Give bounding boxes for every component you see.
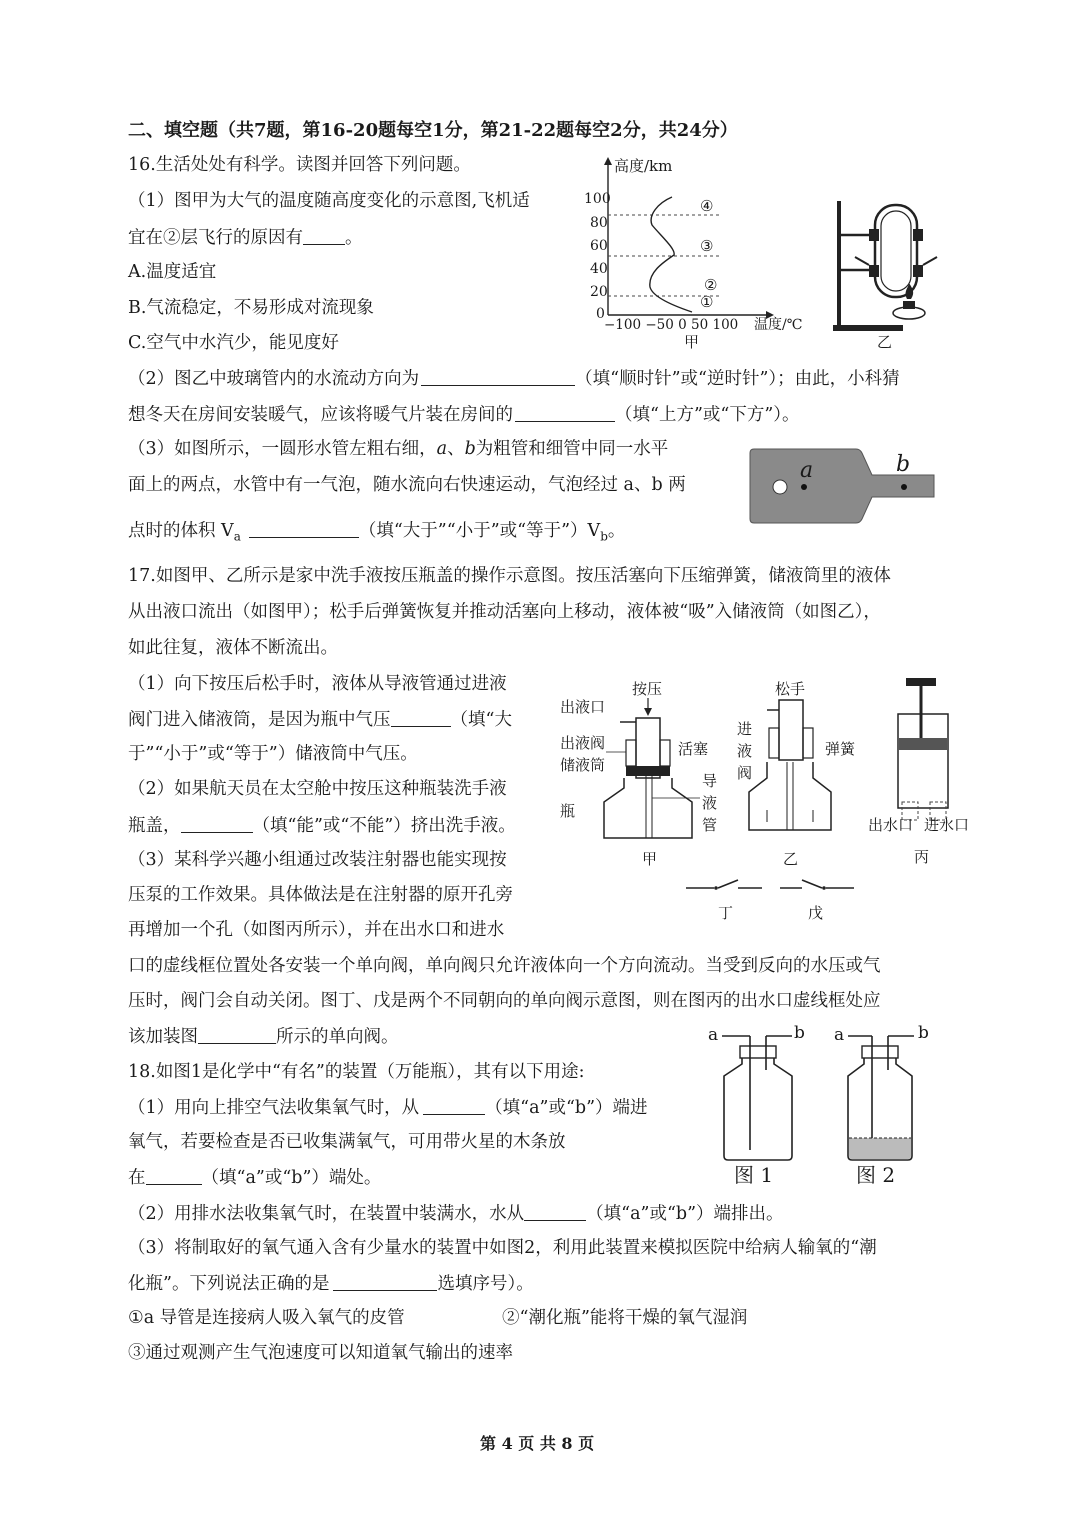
q17-fig-jia	[560, 678, 730, 868]
jia-press-label: 按压	[632, 680, 663, 698]
q16-option-a: A.温度适宜	[128, 262, 217, 282]
jia-tube-label-2: 液	[702, 794, 718, 812]
q16-p2-blank2[interactable]	[515, 406, 615, 422]
q16-p2-line1	[128, 370, 900, 389]
yi-bottle	[749, 762, 831, 830]
jia-tube-label-1: 导	[702, 772, 718, 790]
wu-hinge	[822, 886, 826, 890]
q17-stem-line1: 17.如图甲、乙所示是家中洗手液按压瓶盖的操作示意图。按压活塞向下压缩弹簧，储液筒里的液体	[128, 566, 891, 586]
q16-p3-line1	[128, 441, 668, 459]
q17-p1-text1: 阀门进入储液筒，是因为瓶中气压	[128, 710, 391, 730]
q18-p2-text1: （2）用排水法收集氧气时，在装置中装满水，水从	[128, 1204, 525, 1224]
clamp-jaw-3	[913, 229, 923, 241]
q17-p1-line3: 于”“小于”或“等于”）储液筒中气压。	[128, 744, 418, 764]
jia-layer-3: ③	[700, 237, 714, 255]
q18-p1-blank1[interactable]	[423, 1099, 485, 1115]
glass-loop-inner	[881, 211, 911, 291]
jia-outlet-label: 出液口	[560, 698, 606, 716]
q17-stem-line3: 如此往复，液体不断流出。	[128, 638, 338, 658]
section-header: 二、填空题（共7题，第16-20题每空1分，第21-22题每空2分，共24分）	[128, 120, 738, 141]
q16-p2-text4: （填“上方”或“下方”）。	[615, 405, 800, 425]
clamp-jaw-1	[869, 229, 879, 241]
fig1-port-a: a	[708, 1025, 719, 1045]
syringe-handle	[906, 678, 936, 686]
q16-option-c: C.空气中水汽少，能见度好	[128, 333, 339, 353]
jia-temperature-curve	[650, 197, 692, 312]
jia-y-arrow	[604, 157, 612, 165]
q18-stem: 18.如图1是化学中“有名”的装置（万能瓶），其有以下用途:	[128, 1062, 585, 1082]
q16-p3-line2: 面上的两点，水管中有一气泡，随水流向右快速运动，气泡经过 a、b 两	[128, 475, 686, 495]
jia-bottle-label: 瓶	[560, 802, 576, 820]
jia-ylabel: 高度/km	[614, 157, 673, 175]
stand-base	[833, 325, 903, 331]
jia-layer-1: ①	[700, 293, 714, 311]
q16-p3-end: 。	[607, 521, 626, 541]
clamp-screw-right	[923, 257, 937, 265]
q18-p3-text2: 选填序号）。	[437, 1274, 534, 1294]
q16-p3-sub-a: a	[233, 529, 241, 544]
jia-xlabel: 温度/℃	[754, 317, 803, 333]
bing-water-out-label: 出水口	[868, 816, 914, 834]
fig2-water	[849, 1138, 911, 1159]
jia-ytick-60: 60	[590, 238, 608, 254]
q16-p3-text3: 点时的体积 V	[128, 521, 234, 541]
q17-p1-blank[interactable]	[391, 711, 451, 727]
q18-p3-text1: 化瓶”。下列说法正确的是	[128, 1274, 330, 1294]
jia-ytick-0: 0	[596, 306, 605, 322]
ding-valve-flap	[718, 880, 738, 888]
q17-fig-yi	[735, 678, 865, 868]
q18-p1-line2: 氧气，若要检查是否已收集满氧气，可用带火星的木条放	[128, 1132, 566, 1152]
jia-spring-right	[660, 740, 670, 766]
q16-p2-blank1[interactable]	[421, 370, 575, 386]
jia-ytick-20: 20	[590, 284, 608, 300]
fig1-caption: 图 1	[734, 1163, 774, 1187]
q16-p2-text1: （2）图乙中玻璃管内的水流动方向为	[128, 369, 420, 389]
yi-spring-left	[769, 728, 779, 758]
jia-spring-left	[626, 740, 636, 766]
q16-p2-text3: 想冬天在房间安装暖气，应该将暖气片装在房间的	[128, 405, 513, 425]
wu-valve-flap	[802, 880, 822, 888]
press-arrow-head	[644, 708, 652, 716]
jia-tube-label-3: 管	[702, 816, 718, 834]
q17-p2-line1: （2）如果航天员在太空舱中按压这种瓶装洗手液	[128, 779, 507, 799]
q16-p3-sub-b: b	[600, 529, 608, 544]
q18-option-3: ③通过观测产生气泡速度可以知道氧气输出的速率	[128, 1343, 513, 1363]
jia-caption: 甲	[684, 333, 700, 351]
q16-p3-text2: 为粗管和细管中同一水平	[475, 439, 669, 459]
clamp-jaw-2	[869, 265, 879, 277]
q16-fig-yi	[825, 195, 955, 355]
air-bubble	[773, 480, 787, 494]
q18-p1-line3	[128, 1169, 381, 1188]
q18-p3-blank[interactable]	[333, 1275, 437, 1291]
q17-fig-valves	[680, 874, 870, 924]
q17-p1-line1: （1）向下按压后松手时，液体从导液管通过进液	[128, 674, 507, 694]
q16-p1-line1: （1）图甲为大气的温度随高度变化的示意图,飞机适	[128, 191, 530, 211]
jia-xticks: −100 −50 0 50 100	[604, 317, 739, 333]
q16-p3-line3	[128, 522, 625, 543]
jia-piston-label: 活塞	[678, 740, 709, 758]
q17-jia-caption: 甲	[642, 850, 658, 868]
q17-yi-caption: 乙	[783, 850, 799, 868]
q16-p2-line2	[128, 406, 800, 425]
q18-p1-line1	[128, 1099, 648, 1118]
q16-p1-line2	[128, 229, 363, 248]
fig1-stopper	[740, 1046, 776, 1058]
q18-p3-line1: （3）将制取好的氧气通入含有少量水的装置中如图2，利用此装置来模拟医院中给病人输氧的“潮	[128, 1238, 877, 1258]
q16-option-b: B.气流稳定，不易形成对流现象	[128, 298, 374, 318]
pipe-label-b: b	[896, 452, 911, 477]
fig1-port-b: b	[794, 1023, 805, 1043]
fig2-caption: 图 2	[856, 1163, 896, 1187]
page-footer: 第 4 页 共 8 页	[480, 1434, 595, 1453]
q18-p2	[128, 1205, 784, 1224]
syringe-barrel	[898, 714, 948, 808]
ding-hinge	[714, 886, 718, 890]
jia-piston	[626, 766, 670, 776]
q18-p1-text2: （填“a”或“b”）端进	[485, 1098, 648, 1118]
q16-stem: 16.生活处处有科学。读图并回答下列问题。	[128, 155, 471, 175]
q17-p3-line1: （3）某科学兴趣小组通过改装注射器也能实现按	[128, 850, 507, 870]
q16-p3-b: b	[464, 439, 476, 459]
q17-p1-line2	[128, 711, 512, 730]
q16-p1-text: 宜在②层飞行的原因有	[128, 228, 303, 248]
pipe-label-a: a	[800, 458, 814, 483]
fig2-port-b: b	[918, 1023, 929, 1043]
jia-reservoir-label: 储液筒	[560, 756, 606, 774]
q17-p3-blank[interactable]	[198, 1028, 276, 1044]
q17-p3-line5: 压时，阀门会自动关闭。图丁、戊是两个不同朝向的单向阀示意图，则在图丙的出水口虚线框处应	[128, 991, 881, 1011]
q17-p3-line6	[128, 1028, 399, 1047]
clamp-screw-left	[855, 257, 869, 265]
q18-p2-blank[interactable]	[524, 1205, 586, 1221]
q18-option-2: ②“潮化瓶”能将干燥的氧气湿润	[502, 1308, 748, 1328]
point-b	[901, 484, 907, 490]
q17-p2-blank[interactable]	[181, 817, 253, 833]
q16-p3-a: a	[436, 439, 448, 459]
q16-fig-pipe	[748, 445, 938, 527]
q18-p1-text3: 在	[128, 1168, 146, 1188]
ding-caption: 丁	[718, 904, 734, 922]
jia-ytick-40: 40	[590, 261, 608, 277]
lamp-wick	[903, 301, 915, 309]
flame-icon	[906, 283, 914, 299]
jia-outlet-valve-label: 出液阀	[560, 734, 606, 752]
q18-p1-blank2[interactable]	[146, 1169, 202, 1185]
q18-option-1: ①a 导管是连接病人吸入氧气的皮管	[128, 1308, 405, 1328]
q17-bing-caption: 丙	[914, 848, 930, 866]
yi-inlet-label-2: 液	[737, 742, 753, 760]
q17-p2-text1: 瓶盖，	[128, 816, 181, 836]
q18-p3-line2	[128, 1275, 534, 1294]
bing-water-in-label: 进水口	[924, 816, 970, 834]
q16-p1-end: 。	[345, 228, 363, 248]
q16-p3-blank[interactable]	[249, 522, 359, 538]
q16-p2-text2: （填“顺时针”或“逆时针”）；由此，小科猜	[575, 369, 900, 389]
q16-p1-blank[interactable]	[303, 229, 345, 245]
q16-p3-text4: （填“大于”“小于”或“等于”）V	[358, 521, 601, 541]
jia-layer-2: ②	[704, 276, 718, 294]
jia-ytick-100: 100	[584, 191, 611, 207]
q18-p1-text1: （1）用向上排空气法收集氧气时，从	[128, 1098, 420, 1118]
q16-p3-sep: 、	[447, 439, 465, 459]
yi-inlet-label-1: 进	[737, 720, 753, 738]
jia-bottle	[604, 778, 692, 838]
q17-p3-line3: 再增加一个孔（如图丙所示），并在出水口和进水	[128, 920, 505, 940]
fig2-stopper	[862, 1046, 898, 1058]
q17-p3-text2: 所示的单向阀。	[276, 1027, 399, 1047]
q18-p1-text4: （填“a”或“b”）端处。	[201, 1168, 382, 1188]
q17-p1-text2: （填“大	[450, 710, 512, 730]
q17-p3-line2: 压泵的工作效果。具体做法是在注射器的原开孔旁	[128, 885, 513, 905]
q18-p2-text2: （填“a”或“b”）端排出。	[586, 1204, 784, 1224]
q17-fig-bing	[868, 676, 980, 871]
q17-p2-text2: （填“能”或“不能”）挤出洗手液。	[252, 816, 516, 836]
fig2-port-a: a	[834, 1025, 845, 1045]
wu-caption: 戊	[808, 904, 824, 922]
clamp-jaw-4	[913, 265, 923, 277]
yi-release-label: 松手	[775, 680, 806, 698]
q17-p2-line2	[128, 817, 516, 836]
yi-inlet-label-3: 阀	[737, 764, 753, 782]
q17-p3-text1: 该加装图	[128, 1027, 198, 1047]
yi-spring-right	[803, 728, 813, 758]
yi-caption: 乙	[877, 333, 893, 351]
fig1-bottle	[724, 1058, 792, 1160]
jia-layer-4: ④	[700, 197, 714, 215]
jia-ytick-80: 80	[590, 215, 608, 231]
q18-figures	[700, 1020, 940, 1192]
yi-spring-label: 弹簧	[825, 740, 856, 758]
syringe-plunger	[899, 738, 947, 750]
q16-p3-text1: （3）如图所示，一圆形水管左粗右细，	[128, 439, 437, 459]
point-a	[801, 484, 807, 490]
q17-p3-line4: 口的虚线框位置处各安装一个单向阀，单向阀只允许液体向一个方向流动。当受到反向的水压或气	[128, 956, 881, 976]
yi-pump-head	[779, 700, 803, 760]
q17-stem-line2: 从出液口流出（如图甲）；松手后弹簧恢复并推动活塞向上移动，液体被“吸”入储液筒（如图乙），	[128, 602, 881, 622]
q16-fig-jia	[580, 155, 820, 355]
